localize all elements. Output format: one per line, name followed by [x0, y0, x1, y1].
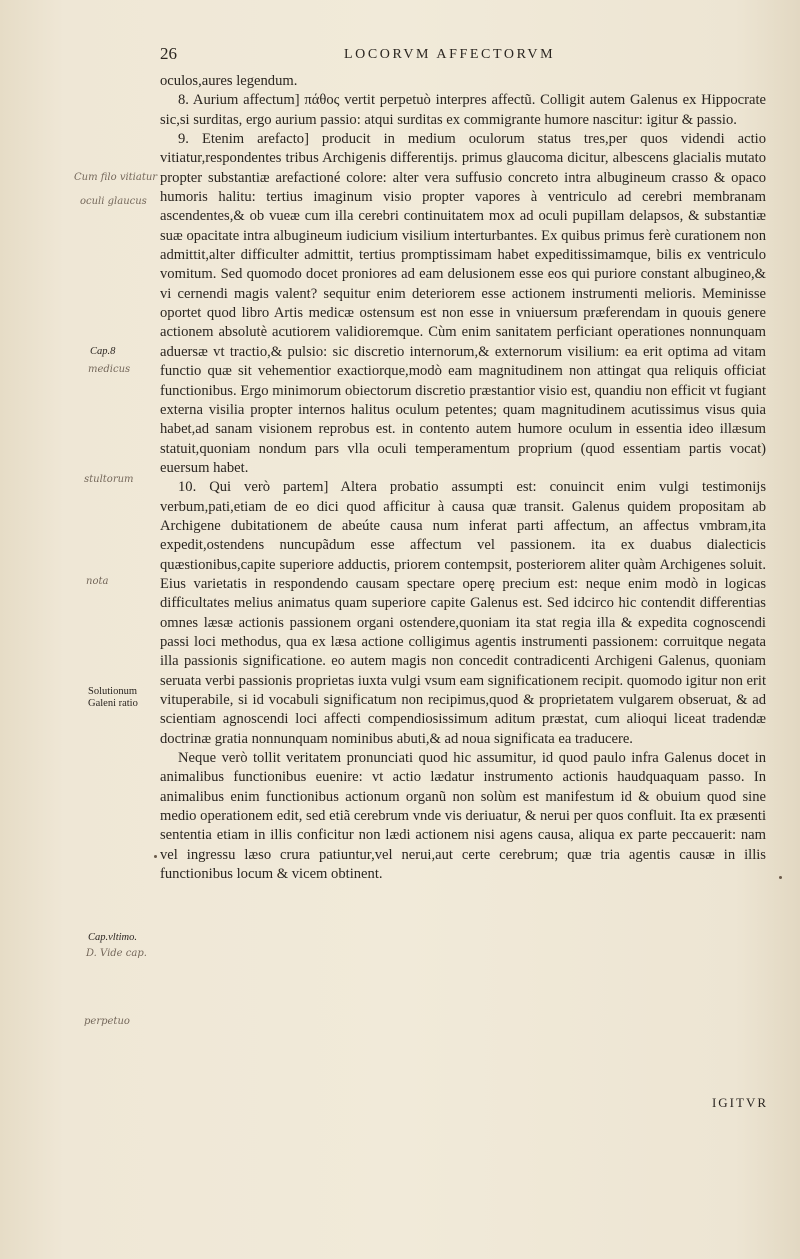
paragraph: oculos,aures legendum.: [160, 73, 298, 89]
handwritten-note: oculi glaucus: [80, 196, 147, 207]
margin-note-cap-vltimo: Cap.vltimo.: [88, 932, 137, 943]
ink-dot: [779, 876, 782, 879]
catchword: IGITVR: [711, 1095, 768, 1110]
handwritten-note: D. Vide cap.: [86, 948, 147, 959]
paragraph: Neque verò tollit veritatem pronunciati quod hic assumitur, id quod paulo infra Galenus docet in animalibus functionibus euenire: vt actio lædatur instrumento actionis haudquaquam passo. In animalibus enim functionibus actionum organũ non solùm est manifestum id & obuium quod sine medio operationem edit, sed etiã cerebrum vnde vis deriuatur, & nerui per quos confluit. Ita ex præsenti sententia etiam in illis conficitur non lædi actionem nisi agens causa, aliqua ex parte peccauerit: nam vel ingressu læso crura patiuntur,vel nerui,aut certe cerebrum; quæ tria agentis causæ in illis functionibus locum & vicem obtinent.: [160, 750, 766, 883]
ink-dot: [154, 855, 157, 858]
paragraph: 10. Qui verò partem] Altera probatio assumpti est: conuincit enim vulgi testimonijs verbum,pati,etiam de eo dici quod afficitur à causa quæ transit. Galenus quidem propositam ab Archigene dubitationem de abeúte causa num inferat parti affectum, an affectus vmbram,ita expedit,ostendens nuncupãdum esse affectum vel passionem. ita ex duabus dialecticis quæstionibus,capite superiore adductis, priorem contempsit, posteriorem aliter quàm Archigenes soluit. Eius varietatis in respondendo causam spectare operę precium est: neque enim modò in logicas difficultates melius animatus quam superiore capite Galenus est. Sed idcirco hic contendit differentias omnes læsæ actionis passionem organi ostendere,quoniam ita stat regia illa & expedita cognoscendi passi loci methodus, qua ex læsa actione colligimus agentis instrumenti passionem: corruitque negata illa passionis significatione. eo autem magis non concedit contradicenti Archigeni Galenus, quoniam seruata verbi passionis proprietas iuxta vulgi vsum eam significationem recipit. quomodo igitur non erit vituperabile, si id vocabuli significatum non recipimus,quod & proprietatem vulgarem obseruat, & ad scientiam agnoscendi loci affecti compendiosissimum aditum præstat, cum alioqui liceat tradendæ doctrinæ gratia nonnunquam nominibus abuti,& ad noua significata ea traducere.: [160, 479, 766, 747]
handwritten-note: medicus: [88, 364, 131, 375]
margin-note-cap8: Cap.8: [90, 346, 116, 357]
page-header: [0, 44, 800, 68]
paragraph: 9. Etenim arefacto] producit in medium oculorum status tres,per quos videndi actio vitiatur,respondentes tribus Archigenis differentijs. primus glaucoma dicitur, albescens glacialis mutato propter substantiæ arefactioné colore: alter vera suffusio concreto intra albugineum crasso & opaco humoris halitu: tertius imaginum visio propter vapores à ventriculo ad cerebri membranam ascendentes,& ob vueæ cum illa cerebri continuitatem mox ad oculi pupillam delapsos, & substantiæ suæ opacitate intra albugineum iudicium visilium interturbantes. Ex quibus primus ferè curationem non admittit,alter difficulter admittit, tertius promptissimam habet expeditissimamque, bilis ex ventriculo vomitum. Sed quomodo docet proniores ad eam delusionem esse eos qui puriore constant albugineo,& vi cernendi magis valent? sequitur enim deteriorem esse actionem instrumenti melioris. Meminisse oportet quod libro Artis medicæ ostensum est non esse in vniuersum præferendam in quouis genere actionem absolutè acutiorem validioremque. Cùm enim sanitatem perficiant operationes nonnunquam aduersæ vt tractio,& pulsio: sic discretio internorum,& externorum visilium: ea erit optima ad vitam functio quæ sit vehementior exactiorque,modò eam magnitudinem non attingat qua reliquis officiat functionibus. Ergo minimorum obiectorum discretio præstantior visio est, quandiu non efficit vt fugiant externa visilia propter internos halitus oculum petentes; quam magnitudinem acutissimus visus quia habet,ad sanam visionem reprobus est. in contento autem humore oculum in essentia ideo illæsum statuit,quoniam nondum pars vlla oculi temperamentum proprium (quod essentiam partis vocat) euersum habet.: [160, 131, 766, 476]
handwritten-note: nota: [86, 576, 109, 587]
page-number: 26: [160, 44, 177, 63]
margin-note-solutionum-2: Galeni ratio: [88, 698, 138, 709]
paragraph: 8. Aurium affectum] πάθος vertit perpetuò interpres affectũ. Colligit autem Galenus ex Hippocrate sic,si surditas, ergo aurium passio: atqui surditas ex commigrante humore nascitur: igitur & passio.: [160, 92, 766, 128]
main-text: [160, 72, 766, 884]
margin-note-solutionum-1: Solutionum: [88, 686, 138, 697]
handwritten-note: stultorum: [84, 474, 134, 485]
handwritten-note: perpetuo: [84, 1016, 130, 1027]
running-title: LOCORVM AFFECTORVM: [344, 47, 556, 62]
handwritten-note: Cum filo vitiatur: [74, 172, 158, 183]
